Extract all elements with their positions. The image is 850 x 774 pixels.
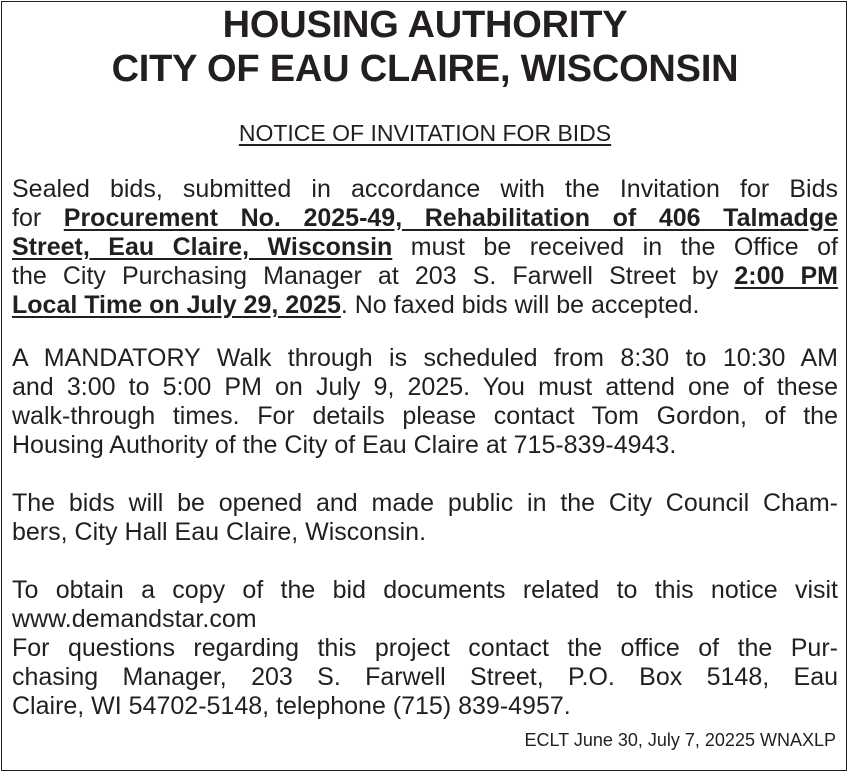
- paragraph-line: chasing Manager, 203 S. Farwell Street, P.O. Box 5148, Eau: [12, 663, 838, 691]
- notice-subtitle: NOTICE OF INVITATION FOR BIDS: [238, 120, 612, 146]
- paragraph-line: Housing Authority of the City of Eau Claire at 715-839-4943.: [12, 431, 677, 459]
- publication-footer: ECLT June 30, July 7, 20225 WNAXLP: [524, 730, 836, 750]
- text-fragment: for: [12, 204, 64, 232]
- paragraph-line: [12, 262, 838, 291]
- paragraph-sealed-bids: [12, 175, 838, 320]
- paragraph-line: walk-through times. For details please contact Tom Gordon, of the: [12, 402, 838, 430]
- paragraph-line: The bids will be opened and made public in the City Council Cham-: [12, 489, 838, 517]
- paragraph-line: [12, 233, 838, 262]
- paragraph-line: Claire, WI 54702-5148, telephone (715) 839-4957.: [12, 692, 571, 720]
- text-fragment: must be received in the Office of: [392, 233, 838, 261]
- paragraph-line: To obtain a copy of the bid documents related to this notice visit: [12, 576, 838, 604]
- paragraph-walk-through: [12, 344, 838, 460]
- paragraph-questions-contact: [12, 634, 838, 721]
- paragraph-bid-opening: [12, 489, 838, 547]
- paragraph-line: For questions regarding this project contact the office of the Pur-: [12, 634, 838, 662]
- paragraph-line: A MANDATORY Walk through is scheduled from 8:30 to 10:30 AM: [12, 344, 838, 372]
- notice-title-line2: CITY OF EAU CLAIRE, WISCONSIN: [111, 48, 739, 90]
- text-fragment: . No faxed bids will be accepted.: [340, 291, 700, 319]
- paragraph-line: [12, 204, 838, 233]
- procurement-location: Street, Eau Claire, Wisconsin: [12, 233, 393, 261]
- paragraph-line: Sealed bids, submitted in accordance with the Invitation for Bids: [12, 175, 838, 203]
- paragraph-line: [12, 291, 838, 320]
- demandstar-link[interactable]: www.demandstar.com: [12, 605, 257, 633]
- paragraph-bid-documents: [12, 576, 838, 634]
- paragraph-line: bers, City Hall Eau Claire, Wisconsin.: [12, 518, 427, 546]
- procurement-number: Procurement No. 2025-49, Rehabilitation of 406 Talmadge: [63, 204, 838, 232]
- deadline-date: Local Time on July 29, 2025: [12, 291, 341, 319]
- paragraph-line: and 3:00 to 5:00 PM on July 9, 2025. You must attend one of these: [12, 373, 838, 401]
- deadline-time: 2:00 PM: [734, 262, 839, 290]
- text-fragment: the City Purchasing Manager at 203 S. Farwell Street by: [12, 262, 735, 290]
- notice-title-line1: HOUSING AUTHORITY: [222, 4, 628, 46]
